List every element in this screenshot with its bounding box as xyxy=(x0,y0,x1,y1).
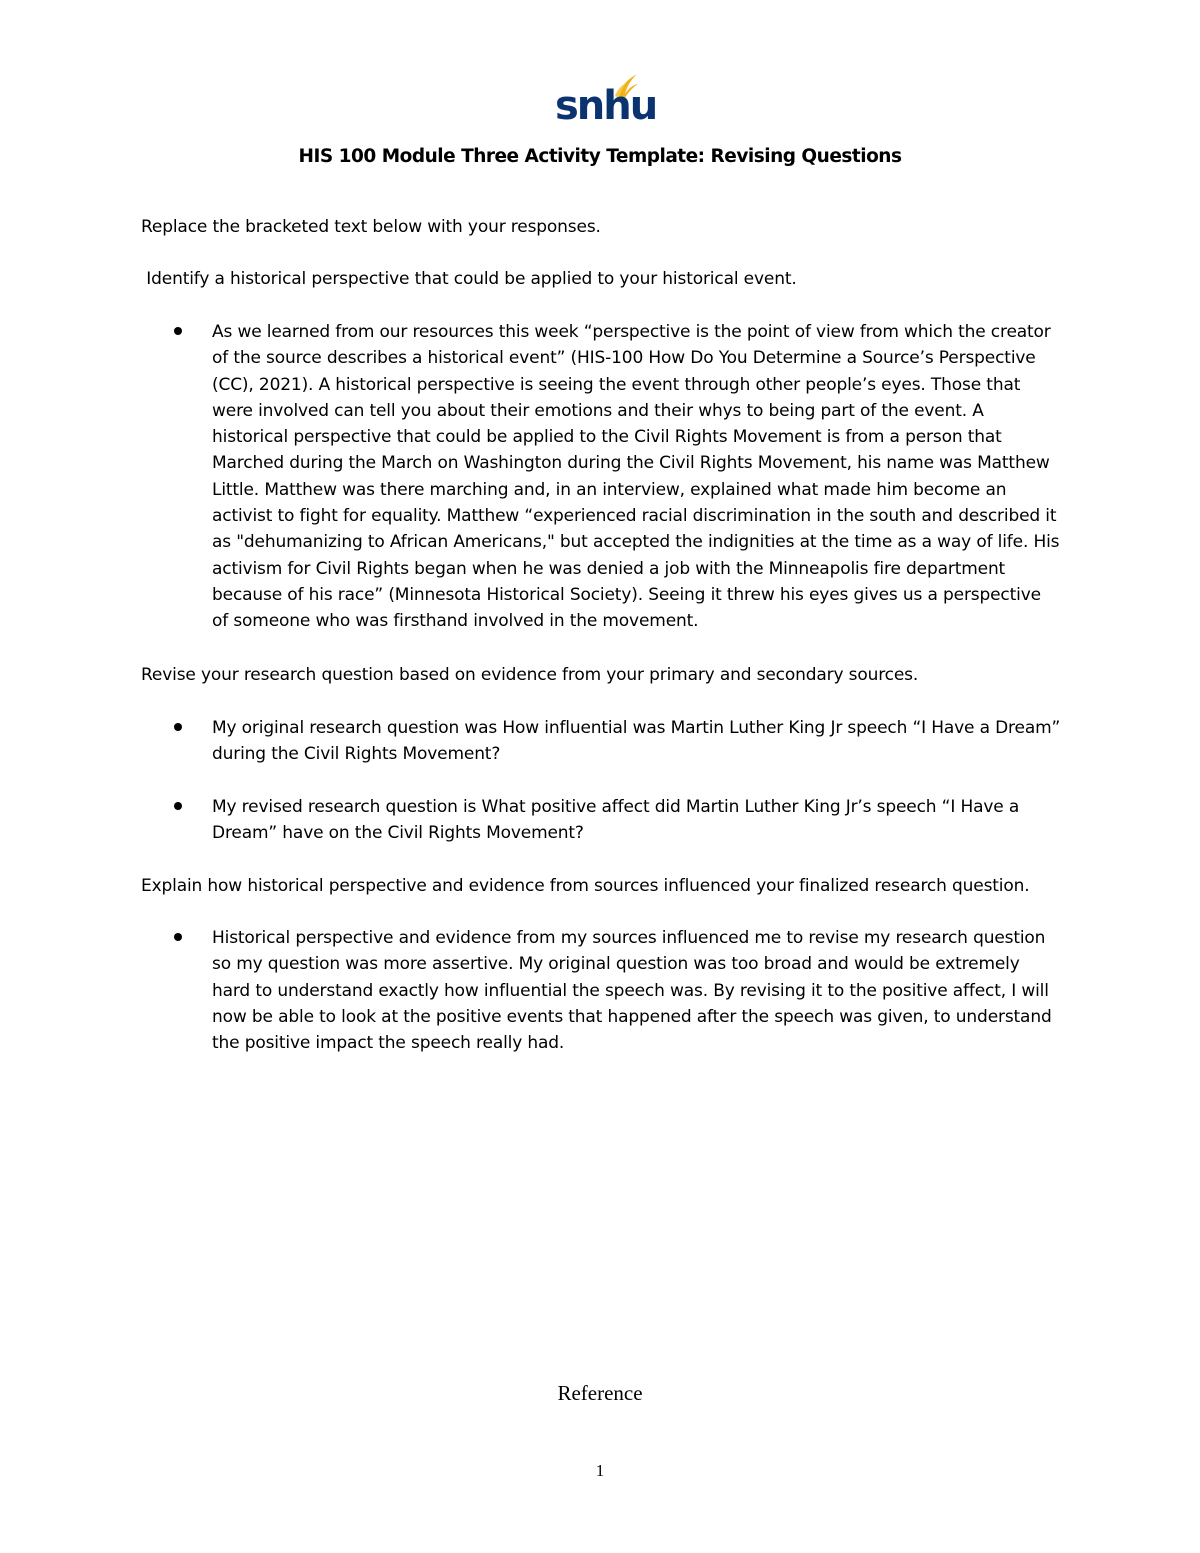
answer-3: Historical perspective and evidence from my sources influenced me to revise my research question so my question was more assertive. My original question was too broad and would be extremely hard to understand exactly how influential the speech was. By revising it to the positive affect, I will now be able to look at the positive events that happened after the speech was given, to understand the positive impact the speech really had. xyxy=(212,928,1052,1054)
answer-2b: My revised research question is What positive affect did Martin Luther King Jr’s speech “I Have a Dream” have on the Civil Rights Movement? xyxy=(212,797,1020,844)
bullet-icon xyxy=(174,933,182,941)
bullet-icon xyxy=(174,802,182,810)
snhu-logo xyxy=(553,72,657,134)
logo-wordmark: snhu xyxy=(555,83,657,129)
bullet-icon xyxy=(174,723,182,731)
prompt-3: Explain how historical perspective and evidence from sources influenced your finalized research question. xyxy=(141,876,1030,896)
prompt-2: Revise your research question based on evidence from your primary and secondary sources. xyxy=(141,665,919,685)
prompt-1: Identify a historical perspective that could be applied to your historical event. xyxy=(141,269,797,289)
reference-heading: Reference xyxy=(557,1381,643,1405)
document-title: HIS 100 Module Three Activity Template: Revising Questions xyxy=(298,146,902,167)
instructions-text: Replace the bracketed text below with your responses. xyxy=(141,217,601,237)
bullet-icon xyxy=(174,327,182,335)
answer-2a: My original research question was How influential was Martin Luther King Jr speech “I Have a Dream” during the Civil Rights Movement? xyxy=(212,718,1061,765)
answer-1: As we learned from our resources this week “perspective is the point of view from which the creator of the source describes a historical event” (HIS-100 How Do You Determine a Source’s Perspective (CC), 2021). A historical perspective is seeing the event through other people’s eyes. Those that were involved can tell you about their emotions and their whys to being part of the event. A historical perspective that could be applied to the Civil Rights Movement is from a person that Marched during the March on Washington during the Civil Rights Movement, his name was Matthew Little. Matthew was there marching and, in an interview, explained what made him become an activist to fight for equality. Matthew “experienced racial discrimination in the south and described it as "dehumanizing to African Americans," but accepted the indignities at the time as a way of life. His activism for Civil Rights began when he was denied a job with the Minneapolis fire department because of his race” (Minnesota Historical Society). Seeing it threw his eyes gives us a perspective of someone who was firsthand involved in the movement. xyxy=(212,322,1060,632)
page-number: 1 xyxy=(595,1461,605,1480)
